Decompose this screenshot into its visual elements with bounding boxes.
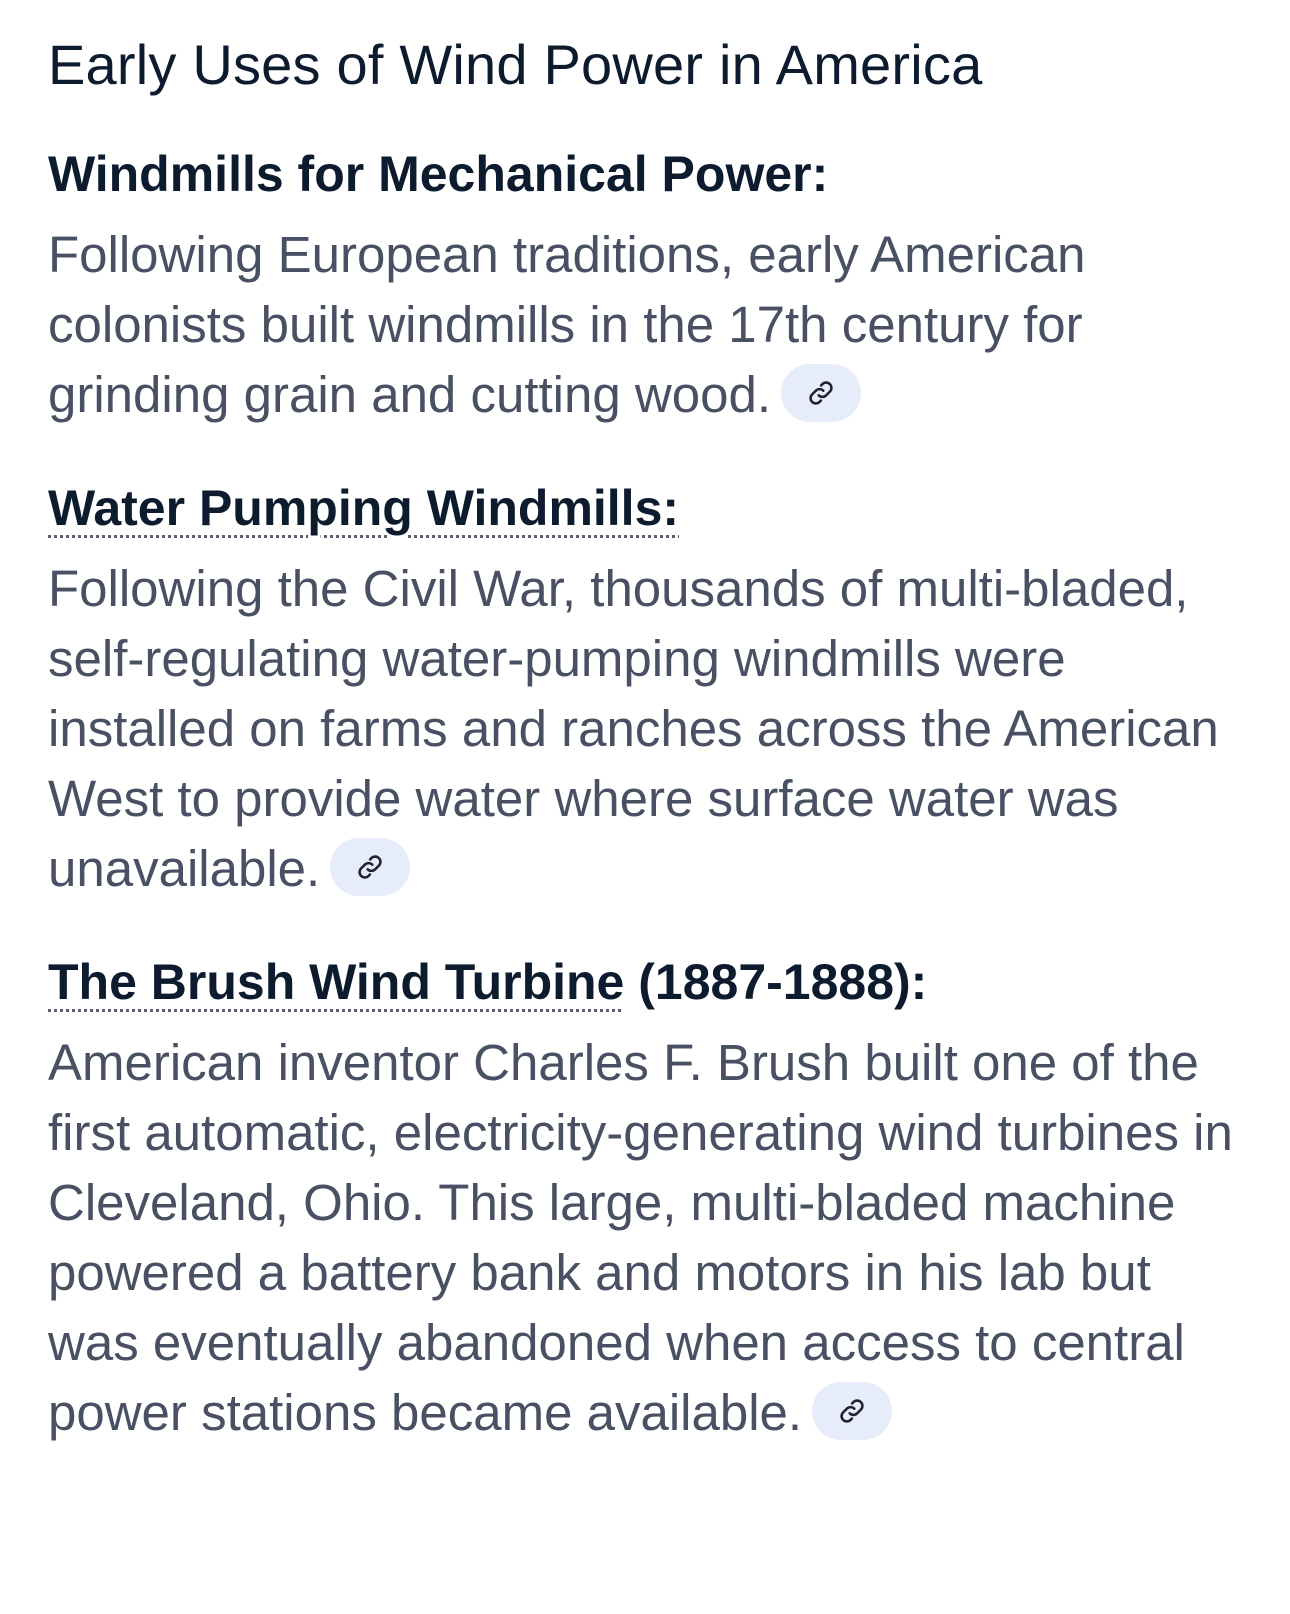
section-body [48, 220, 1248, 430]
section-heading [48, 144, 1250, 204]
section-heading [48, 478, 1250, 538]
section-body [48, 554, 1248, 904]
section-heading-label: (1887-1888): [624, 954, 928, 1010]
section-heading-label: Windmills for Mechanical Power: [48, 146, 829, 202]
citation-chip[interactable] [781, 364, 861, 422]
section-brush-turbine [48, 952, 1250, 1448]
section-body [48, 1028, 1248, 1448]
section-heading-link[interactable]: Water Pumping Windmills: [48, 480, 680, 536]
citation-chip[interactable] [812, 1382, 892, 1440]
section-body-text: Following the Civil War, thousands of multi-bladed, self-regulating water-pumping windmills were installed on farms and ranches across the American West to provide water where surface water was unavailable. [48, 560, 1219, 897]
section-windmills-mechanical [48, 144, 1250, 430]
link-icon [838, 1397, 866, 1425]
link-icon [356, 853, 384, 881]
section-water-pumping [48, 478, 1250, 904]
section-heading-link[interactable]: The Brush Wind Turbine [48, 954, 625, 1010]
citation-chip[interactable] [330, 838, 410, 896]
section-body-text: American inventor Charles F. Brush built one of the first automatic, electricity-generating wind turbines in Cleveland, Ohio. This large, multi-bladed machine powered a battery bank and motors in his lab but was eventually abandoned when access to central power stations became available. [48, 1034, 1233, 1441]
section-heading [48, 952, 1250, 1012]
page-title: Early Uses of Wind Power in America [48, 33, 983, 96]
link-icon [807, 379, 835, 407]
section-body-text: Following European traditions, early American colonists built windmills in the 17th century for grinding grain and cutting wood. [48, 226, 1086, 423]
